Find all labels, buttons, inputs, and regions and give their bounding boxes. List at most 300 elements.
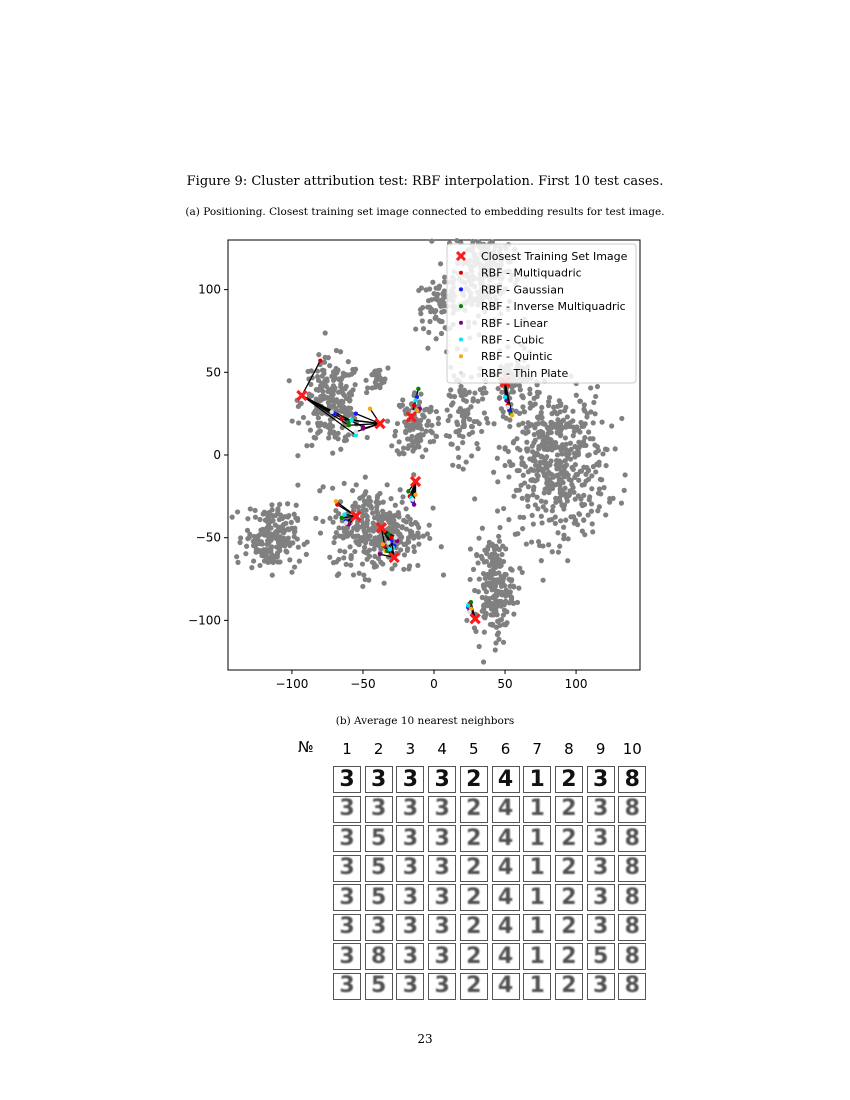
embedding-point — [495, 508, 500, 513]
embedding-point — [613, 446, 618, 451]
digit-glyph: 2 — [466, 973, 482, 998]
embedding-point — [533, 463, 538, 468]
embedding-point — [480, 526, 485, 531]
table-column-header: 2 — [373, 740, 384, 758]
embedding-point — [460, 393, 465, 398]
embedding-point — [323, 355, 328, 360]
embedding-point — [413, 423, 418, 428]
table-header-symbol: № — [298, 738, 314, 756]
embedding-point — [418, 311, 423, 316]
embedding-point — [506, 517, 511, 522]
digit-glyph: 2 — [561, 766, 577, 792]
y-tick-label: 100 — [198, 282, 221, 297]
digit-thumbnail — [492, 973, 520, 1000]
embedding-point — [456, 464, 461, 469]
embedding-point — [619, 501, 624, 506]
embedding-point — [544, 454, 549, 459]
x-tick-label: 0 — [430, 677, 438, 691]
embedding-point — [553, 500, 558, 505]
embedding-point — [403, 506, 408, 511]
embedding-point — [429, 297, 434, 302]
digit-thumbnail — [523, 973, 551, 1000]
table-column-header: 6 — [500, 740, 511, 758]
embedding-point — [313, 516, 318, 521]
embedding-point — [400, 397, 405, 402]
embedding-point — [286, 527, 291, 532]
embedding-point — [278, 512, 283, 517]
digit-thumbnail — [618, 973, 646, 1000]
embedding-point — [590, 529, 595, 534]
digit-glyph: 2 — [466, 825, 482, 851]
embedding-point — [331, 378, 336, 383]
embedding-point — [576, 446, 581, 451]
embedding-point — [507, 417, 512, 422]
embedding-point — [245, 516, 250, 521]
digit-thumbnail — [428, 855, 456, 882]
embedding-point — [509, 597, 514, 602]
digit-glyph: 3 — [371, 914, 387, 939]
digit-glyph: 3 — [339, 766, 355, 792]
digit-glyph: 3 — [402, 914, 419, 939]
embedding-point — [427, 409, 432, 414]
digit-glyph: 3 — [592, 914, 609, 939]
embedding-point — [294, 503, 299, 508]
embedding-point — [346, 359, 351, 364]
embedding-point — [380, 509, 385, 514]
embedding-point — [331, 388, 336, 393]
embedding-point — [360, 561, 365, 566]
test-embedding-point — [344, 521, 348, 525]
embedding-point — [413, 520, 418, 525]
embedding-point — [584, 414, 589, 419]
digit-glyph: 3 — [592, 825, 609, 851]
embedding-point — [569, 447, 574, 452]
embedding-point — [537, 460, 542, 465]
embedding-point — [315, 374, 320, 379]
embedding-point — [576, 440, 581, 445]
embedding-point — [490, 622, 495, 627]
digit-thumbnail — [587, 914, 615, 941]
embedding-point — [464, 399, 469, 404]
legend-label: RBF - Cubic — [481, 333, 545, 347]
embedding-point — [604, 463, 609, 468]
embedding-point — [353, 382, 358, 387]
embedding-point — [289, 520, 294, 525]
digit-thumbnail — [523, 914, 551, 941]
embedding-point — [301, 415, 306, 420]
embedding-point — [548, 458, 553, 463]
embedding-point — [382, 581, 387, 586]
digit-glyph: 4 — [497, 796, 514, 821]
embedding-point — [558, 401, 563, 406]
embedding-point — [566, 536, 571, 541]
embedding-point — [499, 552, 504, 557]
embedding-point — [518, 387, 523, 392]
embedding-point — [490, 542, 495, 547]
digit-thumbnail — [396, 884, 424, 911]
legend-label: RBF - Quintic — [481, 350, 553, 364]
embedding-point — [372, 554, 377, 559]
embedding-point — [516, 586, 521, 591]
digit-thumbnail — [555, 825, 583, 852]
digit-thumbnail — [460, 914, 488, 941]
embedding-point — [405, 546, 410, 551]
embedding-point — [351, 572, 356, 577]
embedding-point — [360, 494, 365, 499]
embedding-point — [363, 475, 368, 480]
embedding-point — [536, 473, 541, 478]
embedding-point — [338, 349, 343, 354]
embedding-point — [467, 390, 472, 395]
embedding-point — [496, 637, 501, 642]
embedding-point — [390, 521, 395, 526]
embedding-point — [279, 540, 284, 545]
embedding-point — [461, 412, 466, 417]
embedding-point — [495, 577, 500, 582]
embedding-point — [235, 560, 240, 565]
digit-thumbnail — [333, 766, 361, 793]
embedding-point — [573, 462, 578, 467]
embedding-point — [268, 548, 273, 553]
embedding-point — [248, 506, 253, 511]
embedding-point — [481, 659, 486, 664]
embedding-point — [309, 393, 314, 398]
digit-glyph: 2 — [466, 884, 482, 910]
embedding-point — [327, 516, 332, 521]
embedding-point — [493, 647, 498, 652]
digit-glyph: 2 — [561, 825, 577, 851]
digit-thumbnail — [365, 884, 393, 911]
embedding-point — [492, 587, 497, 592]
digit-glyph: 2 — [561, 796, 577, 821]
embedding-point — [438, 304, 443, 309]
embedding-point — [588, 385, 593, 390]
embedding-point — [593, 394, 598, 399]
embedding-point — [603, 447, 608, 452]
embedding-point — [434, 295, 439, 300]
embedding-point — [487, 596, 492, 601]
embedding-point — [560, 502, 565, 507]
embedding-point — [501, 506, 506, 511]
embedding-point — [426, 330, 431, 335]
embedding-point — [261, 528, 266, 533]
digit-glyph: 1 — [529, 855, 545, 880]
embedding-point — [539, 410, 544, 415]
embedding-point — [510, 568, 515, 573]
digit-thumbnail — [428, 796, 456, 823]
embedding-point — [357, 571, 362, 576]
embedding-point — [320, 374, 325, 379]
digit-thumbnail — [365, 973, 393, 1000]
embedding-point — [447, 434, 452, 439]
digit-glyph: 5 — [592, 943, 609, 969]
embedding-point — [411, 544, 416, 549]
embedding-point — [424, 287, 429, 292]
embedding-point — [352, 549, 357, 554]
digit-glyph: 8 — [624, 884, 640, 910]
embedding-point — [475, 560, 480, 565]
embedding-point — [427, 319, 432, 324]
embedding-point — [369, 527, 374, 532]
embedding-point — [589, 501, 594, 506]
figure-caption: Figure 9: Cluster attribution test: RBF interpolation. First 10 test cases. — [186, 174, 664, 189]
embedding-point — [594, 462, 599, 467]
x-tick-label: 100 — [564, 677, 588, 691]
embedding-point — [525, 429, 530, 434]
embedding-point — [491, 421, 496, 426]
digit-thumbnail — [396, 914, 424, 941]
embedding-point — [363, 378, 368, 383]
embedding-point — [351, 525, 356, 530]
embedding-point — [253, 515, 258, 520]
embedding-point — [513, 532, 518, 537]
embedding-point — [514, 488, 519, 493]
embedding-point — [438, 261, 443, 266]
embedding-point — [319, 381, 324, 386]
embedding-point — [304, 443, 309, 448]
digit-glyph: 8 — [624, 855, 640, 880]
embedding-point — [385, 365, 390, 370]
embedding-point — [372, 370, 377, 375]
embedding-point — [461, 466, 466, 471]
test-embedding-point — [334, 499, 338, 503]
digit-thumbnail — [523, 943, 551, 970]
embedding-point — [428, 428, 433, 433]
embedding-point — [433, 308, 438, 313]
digit-thumbnail — [618, 796, 646, 823]
embedding-point — [528, 405, 533, 410]
embedding-point — [586, 512, 591, 517]
embedding-point — [447, 393, 452, 398]
embedding-point — [520, 429, 525, 434]
embedding-point — [501, 414, 506, 419]
embedding-point — [583, 443, 588, 448]
embedding-point — [413, 326, 418, 331]
embedding-point — [370, 510, 375, 515]
embedding-point — [408, 423, 413, 428]
legend-marker — [459, 338, 463, 342]
embedding-point — [378, 560, 383, 565]
embedding-point — [230, 515, 235, 520]
embedding-point — [623, 472, 628, 477]
embedding-point — [286, 535, 291, 540]
embedding-point — [337, 548, 342, 553]
embedding-point — [524, 440, 529, 445]
digit-glyph: 3 — [434, 796, 450, 821]
embedding-point — [565, 558, 570, 563]
embedding-point — [332, 535, 337, 540]
embedding-point — [406, 539, 411, 544]
embedding-point — [428, 405, 433, 410]
table-column-header: 9 — [595, 740, 606, 758]
embedding-point — [491, 601, 496, 606]
digit-glyph: 2 — [561, 884, 577, 910]
test-embedding-point — [393, 535, 397, 539]
embedding-point — [583, 478, 588, 483]
embedding-point — [458, 384, 463, 389]
embedding-point — [472, 588, 477, 593]
embedding-point — [389, 566, 394, 571]
test-embedding-point — [412, 403, 416, 407]
embedding-point — [385, 419, 390, 424]
embedding-point — [309, 443, 314, 448]
embedding-point — [295, 536, 300, 541]
embedding-point — [597, 504, 602, 509]
embedding-point — [436, 421, 441, 426]
embedding-point — [535, 506, 540, 511]
digit-glyph: 3 — [592, 766, 609, 792]
embedding-point — [362, 545, 367, 550]
embedding-point — [497, 564, 502, 569]
embedding-point — [418, 391, 423, 396]
digit-glyph: 3 — [434, 766, 450, 792]
digit-glyph: 8 — [624, 914, 640, 939]
table-column-header: 7 — [532, 740, 542, 758]
embedding-point — [527, 456, 532, 461]
embedding-point — [595, 444, 600, 449]
embedding-point — [276, 545, 281, 550]
digit-thumbnail — [618, 825, 646, 852]
embedding-point — [365, 514, 370, 519]
embedding-point — [471, 567, 476, 572]
digit-glyph: 8 — [371, 943, 387, 969]
digit-thumbnail — [587, 943, 615, 970]
digit-glyph: 2 — [561, 943, 577, 969]
embedding-point — [389, 443, 394, 448]
embedding-point — [275, 554, 280, 559]
embedding-point — [316, 352, 321, 357]
embedding-point — [607, 500, 612, 505]
embedding-point — [540, 520, 545, 525]
digit-glyph: 8 — [624, 973, 640, 998]
embedding-point — [433, 314, 438, 319]
test-embedding-point — [410, 497, 414, 501]
embedding-point — [546, 403, 551, 408]
digit-glyph: 8 — [624, 766, 640, 792]
embedding-point — [550, 504, 555, 509]
embedding-point — [321, 368, 326, 373]
embedding-point — [251, 558, 256, 563]
embedding-point — [349, 392, 354, 397]
digit-thumbnail — [523, 884, 551, 911]
test-embedding-point — [412, 502, 416, 506]
embedding-point — [559, 420, 564, 425]
embedding-point — [565, 498, 570, 503]
embedding-point — [439, 544, 444, 549]
embedding-point — [395, 421, 400, 426]
embedding-point — [287, 557, 292, 562]
embedding-point — [275, 508, 280, 513]
embedding-point — [581, 465, 586, 470]
embedding-point — [422, 407, 427, 412]
digit-thumbnail — [555, 943, 583, 970]
embedding-point — [529, 539, 534, 544]
embedding-point — [324, 384, 329, 389]
embedding-point — [563, 435, 568, 440]
embedding-point — [234, 554, 239, 559]
embedding-point — [428, 309, 433, 314]
test-embedding-point — [510, 413, 514, 417]
embedding-point — [327, 363, 332, 368]
embedding-point — [560, 487, 565, 492]
embedding-point — [270, 573, 275, 578]
test-embedding-point — [368, 406, 372, 410]
embedding-point — [471, 396, 476, 401]
digit-glyph: 5 — [371, 825, 387, 851]
embedding-point — [565, 414, 570, 419]
embedding-point — [348, 406, 353, 411]
embedding-point — [520, 496, 525, 501]
embedding-point — [533, 401, 538, 406]
legend-marker — [459, 271, 463, 275]
embedding-point — [393, 429, 398, 434]
embedding-point — [448, 441, 453, 446]
embedding-point — [277, 502, 282, 507]
embedding-point — [475, 446, 480, 451]
embedding-point — [551, 405, 556, 410]
embedding-point — [318, 530, 323, 535]
embedding-point — [504, 588, 509, 593]
embedding-point — [525, 448, 530, 453]
y-tick-label: −50 — [195, 530, 221, 545]
embedding-point — [427, 523, 432, 528]
embedding-point — [409, 434, 414, 439]
embedding-point — [599, 420, 604, 425]
embedding-point — [416, 288, 421, 293]
embedding-point — [455, 422, 460, 427]
embedding-point — [425, 346, 430, 351]
embedding-point — [407, 563, 412, 568]
embedding-point — [364, 390, 369, 395]
digit-thumbnail — [333, 796, 361, 823]
embedding-point — [571, 490, 576, 495]
digit-thumbnail — [460, 884, 488, 911]
embedding-point — [521, 473, 526, 478]
embedding-point — [237, 540, 242, 545]
embedding-point — [314, 397, 319, 402]
embedding-point — [306, 420, 311, 425]
embedding-point — [395, 523, 400, 528]
digit-glyph: 2 — [561, 855, 577, 880]
embedding-point — [244, 544, 249, 549]
embedding-point — [434, 434, 439, 439]
embedding-point — [365, 385, 370, 390]
digit-glyph: 2 — [466, 855, 482, 880]
embedding-point — [549, 484, 554, 489]
embedding-point — [530, 468, 535, 473]
embedding-point — [273, 522, 278, 527]
embedding-point — [496, 386, 501, 391]
digit-thumbnail — [460, 855, 488, 882]
embedding-point — [622, 488, 627, 493]
embedding-point — [446, 418, 451, 423]
embedding-point — [327, 555, 332, 560]
embedding-point — [393, 503, 398, 508]
embedding-point — [470, 239, 475, 244]
embedding-point — [581, 517, 586, 522]
embedding-point — [346, 432, 351, 437]
embedding-point — [546, 542, 551, 547]
embedding-point — [297, 559, 302, 564]
embedding-point — [528, 478, 533, 483]
embedding-point — [442, 279, 447, 284]
embedding-point — [520, 421, 525, 426]
embedding-point — [577, 512, 582, 517]
embedding-point — [235, 509, 240, 514]
embedding-point — [333, 508, 338, 513]
embedding-point — [563, 518, 568, 523]
digit-glyph: 3 — [339, 884, 355, 910]
